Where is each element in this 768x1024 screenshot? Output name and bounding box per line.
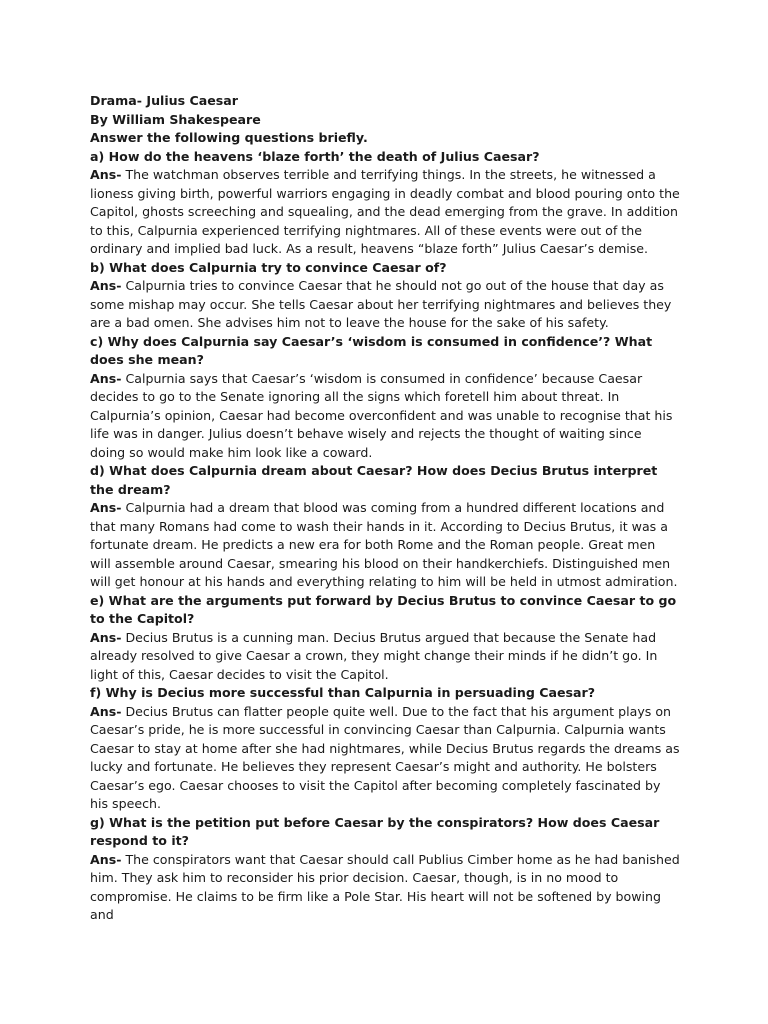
answer-text: [90, 499, 680, 592]
ans-label: Ans-: [90, 851, 122, 867]
ans-label: Ans-: [90, 167, 122, 182]
answer-text: [90, 166, 680, 259]
answer-body: Decius Brutus can flatter people quite well. Due to the fact that his argument plays on Caesar’s pride, he is more successful in convincing Caesar than Calpurnia. Calpurnia wants Caesar to stay at home after she had nightmares, while Decius Brutus regards the dreams as lucky and fortunate. He believes they represent Caesar’s might and authority. He bolsters Caesar’s ego. Caesar chooses to visit the Capitol after becoming completely fascinated by his speech.: [90, 703, 680, 811]
document-title: Drama- Julius Caesar: [90, 93, 239, 108]
document-instruction: Answer the following questions briefly.: [90, 130, 368, 145]
answer-text: [90, 851, 680, 925]
answer-body: Calpurnia had a dream that blood was coming from a hundred different locations and that many Romans had come to wash their hands in it. According to Decius Brutus, it was a fortunate dream. He predicts a new era for both Rome and the Roman people. Great men will assemble around Caesar, smearing his blood on their handkerchiefs. Distinguished men will get honour at his hands and everything relating to him will be held in utmost admiration.: [90, 500, 678, 589]
answer-text: [90, 629, 680, 685]
qa-block-g: [90, 814, 680, 925]
document-author: By William Shakespeare: [90, 111, 261, 127]
question-text: e) What are the arguments put forward by Decius Brutus to convince Caesar to go to the Capitol?: [90, 592, 677, 626]
question-text: g) What is the petition put before Caesar by the conspirators? How does Caesar respond to it?: [90, 814, 660, 848]
qa-block-e: [90, 592, 680, 685]
question-text: f) Why is Decius more successful than Calpurnia in persuading Caesar?: [90, 685, 596, 700]
answer-text: [90, 703, 680, 814]
question-text: c) Why does Calpurnia say Caesar’s ‘wisdom is consumed in confidence’? What does she mean?: [90, 333, 653, 367]
qa-block-b: [90, 259, 680, 333]
answer-text: [90, 277, 680, 333]
question-text: b) What does Calpurnia try to convince Caesar of?: [90, 259, 447, 275]
ans-label: Ans-: [90, 370, 122, 386]
qa-block-d: [90, 462, 680, 592]
answer-body: The conspirators want that Caesar should call Publius Cimber home as he had banished him. They ask him to reconsider his prior decision. Caesar, though, is in no mood to compromise. He claims to be firm like a Pole Star. His heart will not be softened by bowing and: [90, 851, 680, 922]
answer-body: Calpurnia says that Caesar’s ‘wisdom is consumed in confidence’ because Caesar decides to go to the Senate ignoring all the signs which foretell him about threat. In Calpurnia’s opinion, Caesar had become overconfident and was unable to recognise that his life was in danger. Julius doesn’t behave wisely and rejects the thought of waiting since doing so would make him look like a coward.: [90, 370, 673, 460]
ans-label: Ans-: [90, 703, 122, 719]
answer-body: The watchman observes terrible and terrifying things. In the streets, he witnessed a lioness giving birth, powerful warriors engaging in deadly combat and blood pouring onto the Capitol, ghosts screeching and squealing, and the dead emerging from the grave. In addition to this, Calpurnia experienced terrifying nightmares. All of these events were out of the ordinary and implied bad luck. As a result, heavens “blaze forth” Julius Caesar’s demise.: [90, 167, 680, 256]
ans-label: Ans-: [90, 278, 122, 293]
document-page: [90, 92, 680, 925]
qa-block-f: [90, 684, 680, 814]
ans-label: Ans-: [90, 500, 122, 515]
question-text: d) What does Calpurnia dream about Caesar? How does Decius Brutus interpret the dream?: [90, 463, 658, 497]
answer-body: Decius Brutus is a cunning man. Decius Brutus argued that because the Senate had already resolved to give Caesar a crown, they might change their minds if he didn’t go. In light of this, Caesar decides to visit the Capitol.: [90, 629, 658, 682]
qa-block-a: [90, 148, 680, 259]
ans-label: Ans-: [90, 629, 122, 645]
answer-body: Calpurnia tries to convince Caesar that he should not go out of the house that day as some mishap may occur. She tells Caesar about her terrifying nightmares and believes they are a bad omen. She advises him not to leave the house for the sake of his safety.: [90, 278, 672, 330]
question-text: a) How do the heavens ‘blaze forth’ the death of Julius Caesar?: [90, 148, 540, 164]
answer-text: [90, 370, 680, 463]
qa-block-c: [90, 333, 680, 463]
